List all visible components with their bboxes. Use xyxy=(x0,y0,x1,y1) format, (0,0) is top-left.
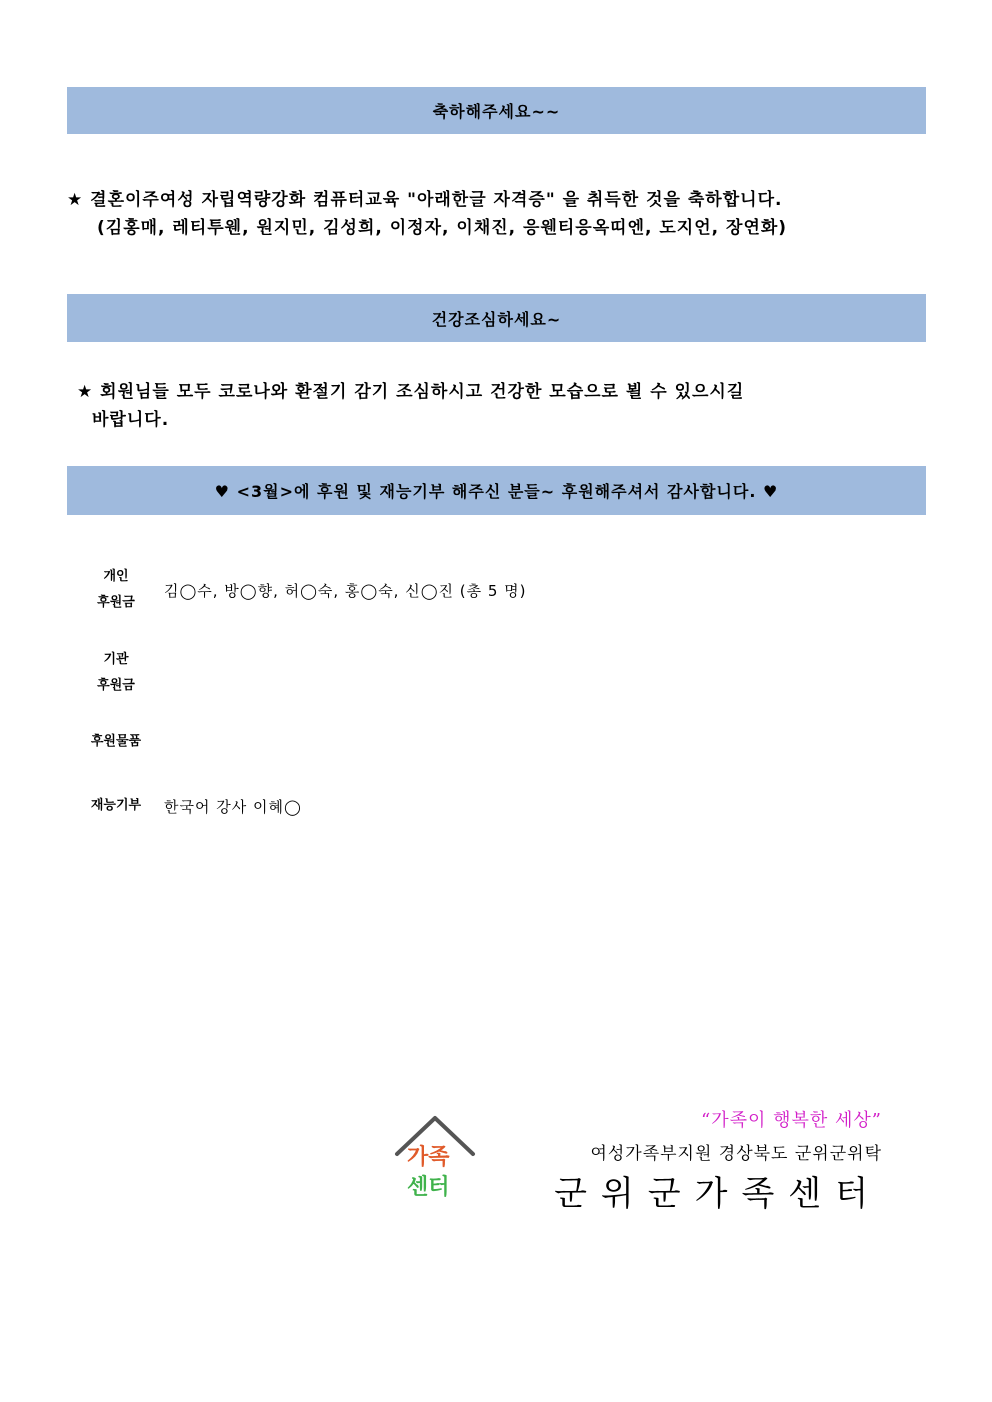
thanks-title: ♥ <3월>에 후원 및 재능기부 해주신 분들~ 후원해주셔서 감사합니다. ♥ xyxy=(214,482,779,501)
logo-text-2: 센터 xyxy=(407,1175,450,1200)
donation-label-line-1: 후원물품 xyxy=(90,734,142,749)
footer-org: 여성가족부지원 경상북도 군위군위탁 xyxy=(590,1144,882,1164)
donation-row-goods xyxy=(80,728,164,756)
donation-label-line-2: 후원금 xyxy=(97,595,135,610)
congrats-paragraph xyxy=(67,186,927,242)
health-line-2: 바랍니다. xyxy=(92,410,170,430)
congrats-line-2: (김홍매, 레티투웬, 원지민, 김성희, 이정자, 이채진, 응웬티응옥띠엔, 도지언, 장연화) xyxy=(97,218,788,238)
donation-label-line-1: 재능기부 xyxy=(90,798,142,813)
health-title: 건강조심하세요~ xyxy=(431,309,562,329)
donation-label-line-1: 개인 xyxy=(103,569,129,584)
family-center-logo xyxy=(393,1112,478,1207)
logo-text-1: 가족 xyxy=(407,1145,450,1170)
thanks-header xyxy=(67,466,926,515)
health-line-1: ★ 회원님들 모두 코로나와 환절기 감기 조심하시고 건강한 모습으로 뵐 수 있으시길 xyxy=(77,382,745,402)
donation-label xyxy=(80,729,152,755)
footer-center-name: 군위군가족센터 xyxy=(554,1174,882,1214)
congrats-line-1: ★ 결혼이주여성 자립역량강화 컴퓨터교육 "아래한글 자격증" 을 취득한 것을 축하합니다. xyxy=(67,190,783,210)
donation-label xyxy=(80,647,152,699)
congrats-header xyxy=(67,87,926,134)
footer-slogan: “가족이 행복한 세상” xyxy=(701,1110,882,1131)
donation-row-talent xyxy=(80,792,302,820)
donation-label xyxy=(80,564,152,616)
donation-label-line-2: 후원금 xyxy=(97,678,135,693)
donation-label-line-1: 기관 xyxy=(103,652,129,667)
donation-row-individual xyxy=(80,562,527,618)
donation-value: 한국어 강사 이혜◯ xyxy=(164,797,302,816)
congrats-title: 축하해주세요~~ xyxy=(432,102,561,121)
donation-row-institution xyxy=(80,645,164,701)
donation-label xyxy=(80,793,152,819)
donation-value: 김◯수, 방◯향, 허◯숙, 홍◯숙, 신◯진 (총 5 명) xyxy=(164,581,527,600)
health-paragraph xyxy=(77,378,877,434)
health-header xyxy=(67,294,926,342)
